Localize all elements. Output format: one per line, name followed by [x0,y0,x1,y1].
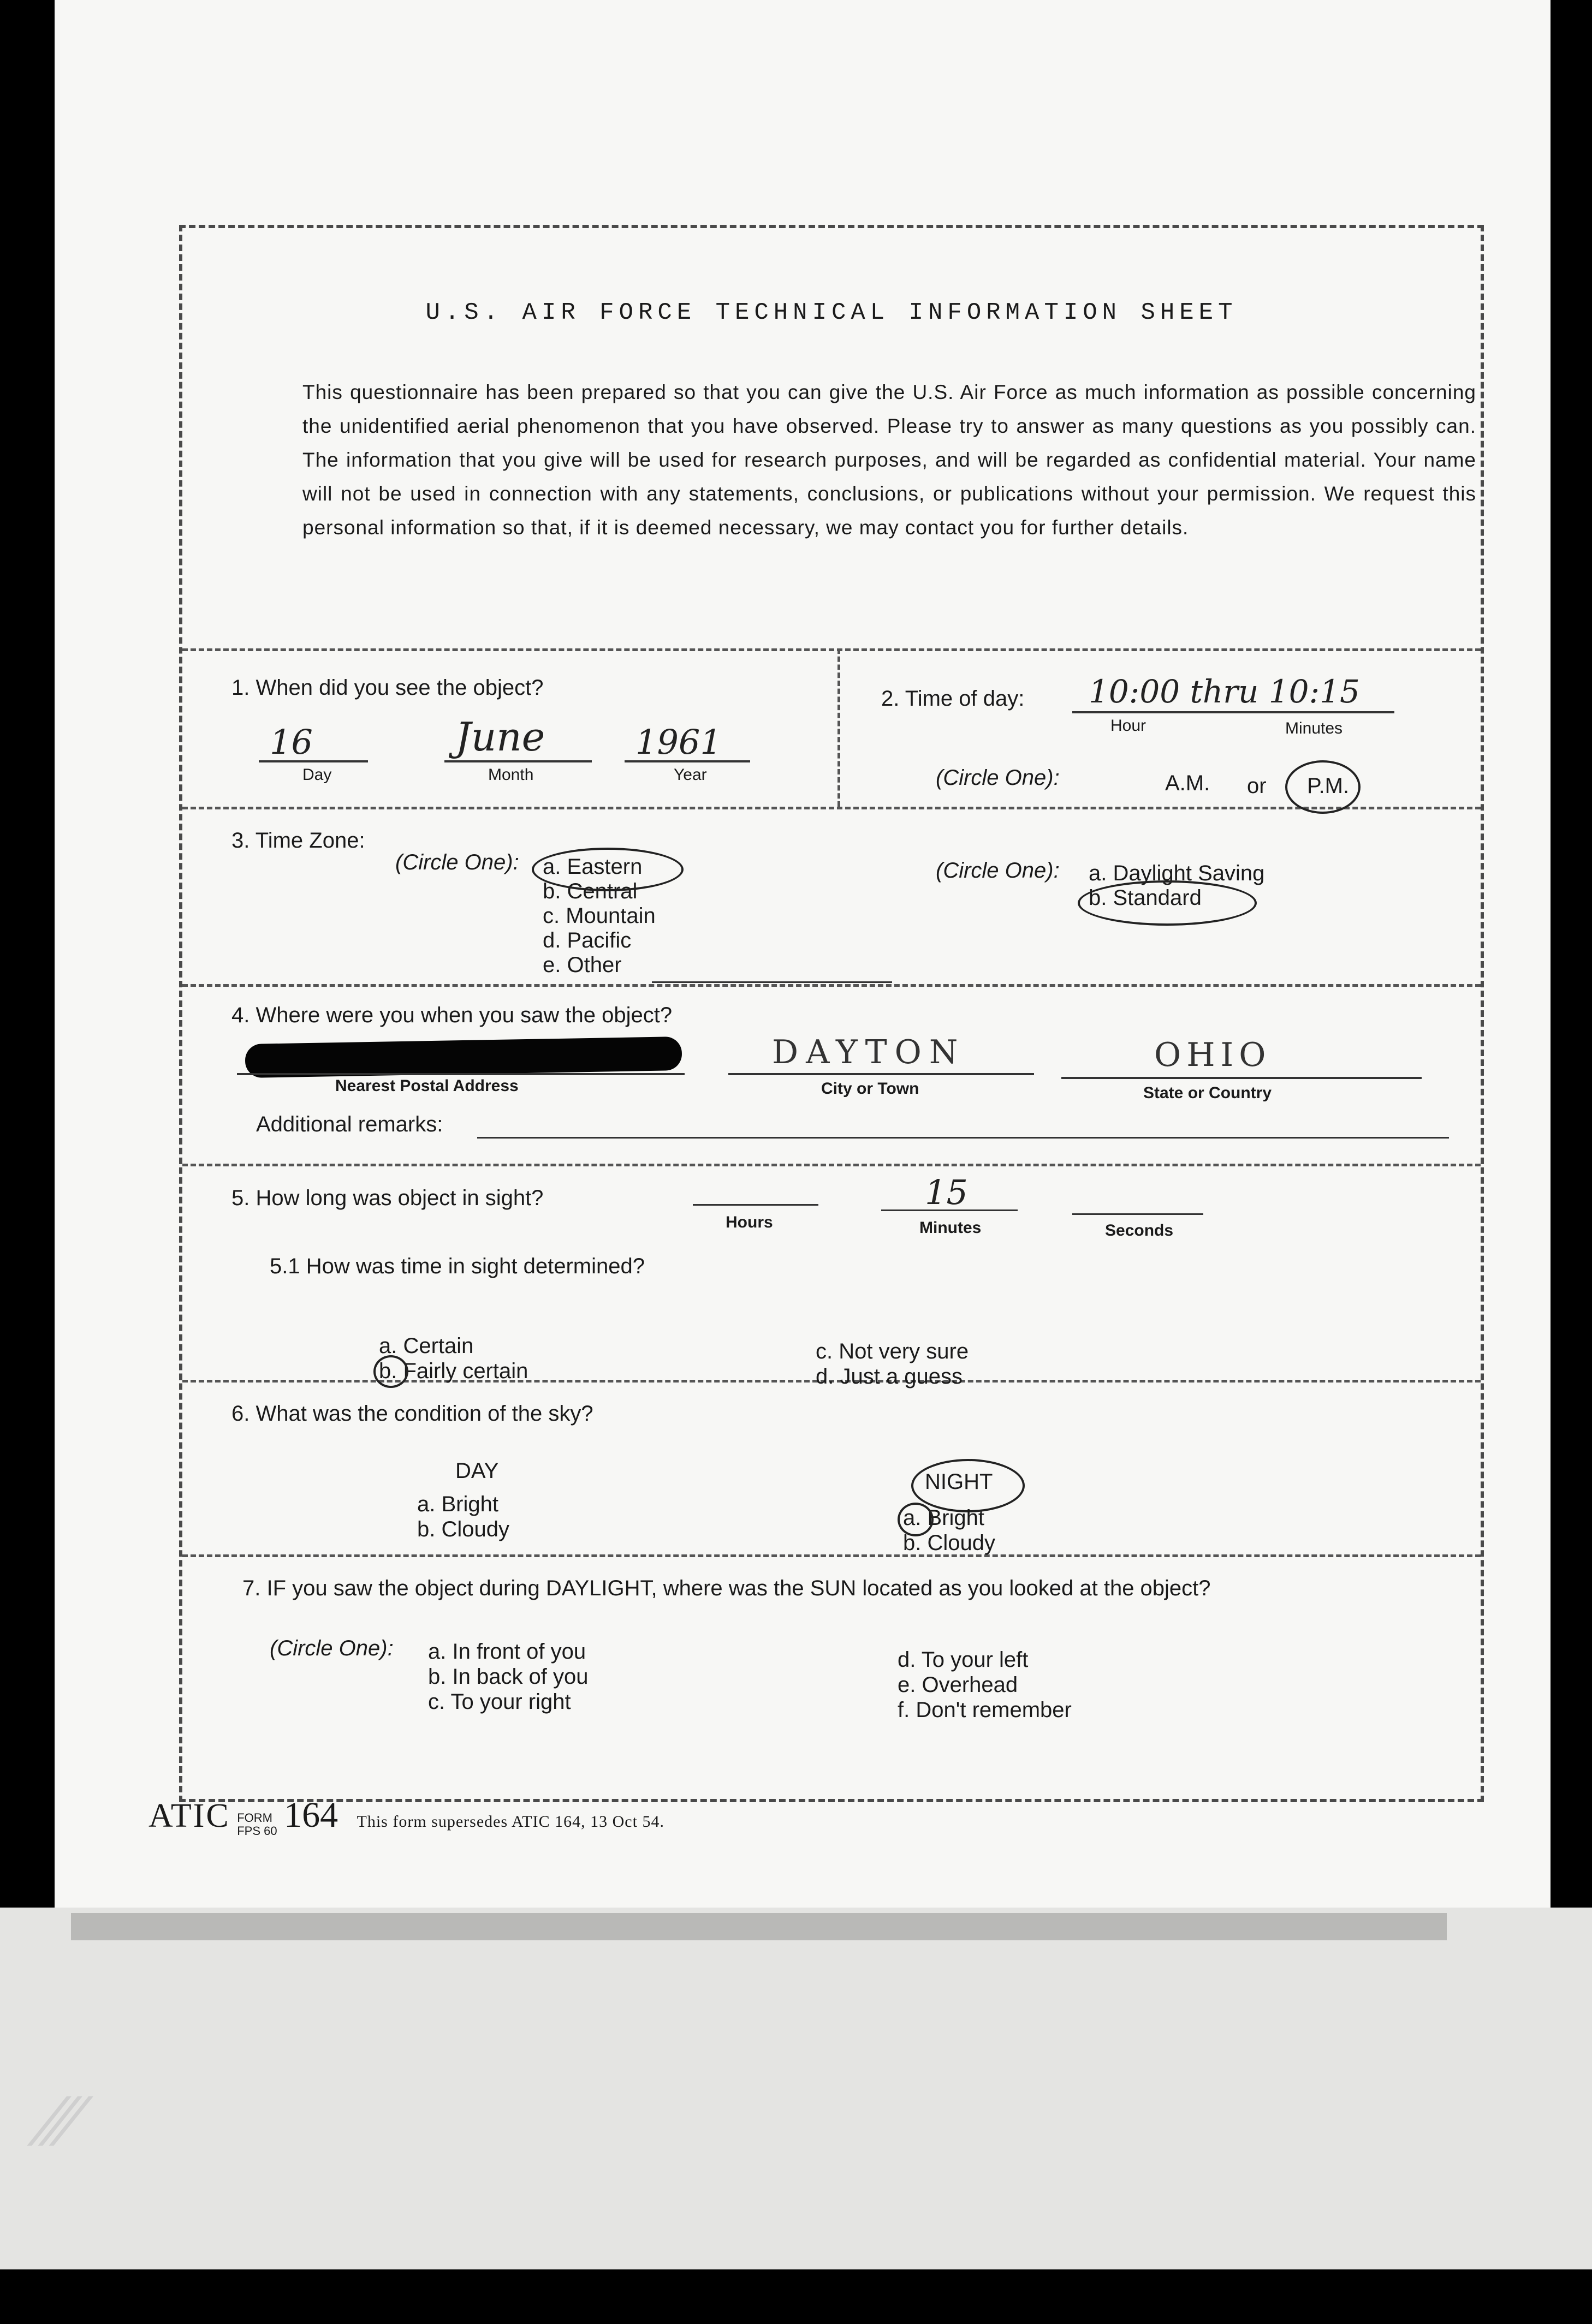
q2-label: 2. Time of day: [881,687,1025,711]
divider [182,984,1481,987]
q2-minutes-caption: Minutes [1285,719,1343,737]
q2-am: A.M. [1165,771,1210,795]
zone-mountain: c. Mountain [543,904,656,928]
divider [182,1164,1481,1166]
saving-standard: b. Standard [1089,886,1202,910]
faint-scan-mark: ⁄⁄⁄ [44,2085,77,2161]
q1-month-caption: Month [488,766,534,784]
form-title: U.S. AIR FORCE TECHNICAL INFORMATION SHEET [425,299,1238,326]
q6-day-options [417,1492,509,1542]
q4-address-line [237,1073,685,1075]
q3-circle-one: (Circle One): [395,850,519,874]
q5-label: 5. How long was object in sight? [231,1186,544,1210]
scan-shadow-strip [71,1913,1447,1940]
option-to-right: c. To your right [428,1690,571,1714]
form-footer [148,1795,664,1838]
q1-month-value: June [455,714,545,760]
q4-label: 4. Where were you when you saw the object? [231,1003,673,1027]
q5-options-right [816,1339,969,1389]
option-overhead: e. Overhead [898,1673,1018,1697]
q4-remarks-line [477,1137,1449,1139]
zone-eastern: a. Eastern [543,855,643,879]
option-just-a-guess: d. Just a guess [816,1364,963,1389]
q7-options-right [898,1647,1072,1723]
option-to-left: d. To your left [898,1648,1029,1672]
q6-day-heading: DAY [455,1459,499,1483]
q1-day-caption: Day [302,766,332,784]
footer-supersedes-note: This form supersedes ATIC 164, 13 Oct 54. [357,1813,664,1831]
information-sheet-form [179,225,1484,1802]
q2-or: or [1247,774,1267,798]
q6-night-heading: NIGHT [925,1470,993,1494]
eastern-circle-mark [532,848,684,891]
q1-year-caption: Year [674,766,707,784]
q2-time-value: 10:00 thru 10:15 [1089,673,1360,710]
option-in-back: b. In back of you [428,1665,589,1689]
q3-label: 3. Time Zone: [231,829,365,853]
q4-city-value: DAYTON [772,1033,966,1071]
option-in-front: a. In front of you [428,1640,586,1664]
saving-daylight: a. Daylight Saving [1089,861,1265,885]
q4-city-caption: City or Town [821,1080,919,1098]
divider [837,648,840,807]
q7-circle-one: (Circle One): [270,1636,394,1660]
q5-seconds-caption: Seconds [1105,1221,1174,1240]
zone-pacific: d. Pacific [543,928,632,952]
q1-day-line [259,760,368,762]
footer-atic: ATIC [148,1797,230,1834]
q2-hour-caption: Hour [1110,717,1147,735]
q4-city-line [728,1073,1034,1075]
q4-address-caption: Nearest Postal Address [335,1077,519,1095]
q5-hours-caption: Hours [726,1213,773,1231]
q4-state-caption: State or Country [1143,1084,1272,1102]
divider [182,1554,1481,1557]
standard-circle-mark [1078,880,1257,926]
q5-sub-label: 5.1 How was time in sight determined? [270,1254,645,1278]
q5-minutes-value: 15 [925,1172,968,1212]
q1-year-value: 1961 [635,722,722,762]
q2-pm: P.M. [1307,774,1350,798]
divider [182,648,1481,651]
option-certain: a. Certain [379,1334,474,1358]
q6-label: 6. What was the condition of the sky? [231,1402,593,1426]
scan-background-band [0,1908,1592,2269]
footer-form-line2: FPS 60 [237,1824,277,1838]
redaction-mark [245,1036,682,1078]
q2-circle-one: (Circle One): [936,766,1060,790]
intro-paragraph: This questionnaire has been prepared so that you can give the U.S. Air Force as much information as possible concerning the unidentified aerial phenomenon that you have observed. Please try to answer as many questions as you possibly can. The information that you give will be used for research purposes, and will be regarded as confidential material. Your name will not be used in connection with any statements, conclusions, or publications without your permission. We request this personal information so that, if it is deemed necessary, we may contact you for further details. [302,381,1476,539]
footer-form-number: 164 [284,1795,338,1835]
night-cloudy: b. Cloudy [903,1531,995,1555]
q7-label: 7. IF you saw the object during DAYLIGHT, where was the SUN located as you looked at the object? [242,1576,1211,1600]
zone-other-line [652,981,892,983]
q1-label: 1. When did you see the object? [231,676,544,700]
q4-remarks-label: Additional remarks: [256,1112,443,1136]
pm-circle-mark [1285,760,1361,814]
q4-state-value: OHIO [1154,1036,1272,1074]
fairly-certain-circle-mark [373,1355,408,1388]
night-bright: a. Bright [903,1506,984,1530]
zone-other: e. Other [543,953,622,977]
night-bright-circle-mark [898,1503,934,1536]
q5-seconds-line [1072,1213,1203,1215]
q4-state-line [1061,1077,1422,1079]
divider [182,807,1481,809]
footer-form-code [237,1811,277,1838]
zone-central: b. Central [543,879,638,903]
option-dont-remember: f. Don't remember [898,1698,1072,1722]
q2-time-line [1072,711,1394,713]
q5-minutes-line [881,1209,1018,1211]
q5-hours-line [693,1204,818,1206]
day-cloudy: b. Cloudy [417,1517,509,1541]
q1-day-value: 16 [270,722,313,762]
day-bright: a. Bright [417,1492,498,1516]
q5-minutes-caption: Minutes [919,1219,982,1237]
q1-year-line [625,760,750,762]
night-circle-mark [911,1459,1025,1512]
footer-form-line1: FORM [237,1810,272,1825]
option-not-very-sure: c. Not very sure [816,1339,969,1363]
q3-circle-one-2: (Circle One): [936,859,1060,883]
option-fairly-certain: b. Fairly certain [379,1359,528,1383]
q1-month-line [444,760,592,762]
q7-options-left [428,1639,589,1714]
document-sheet [55,0,1551,1908]
